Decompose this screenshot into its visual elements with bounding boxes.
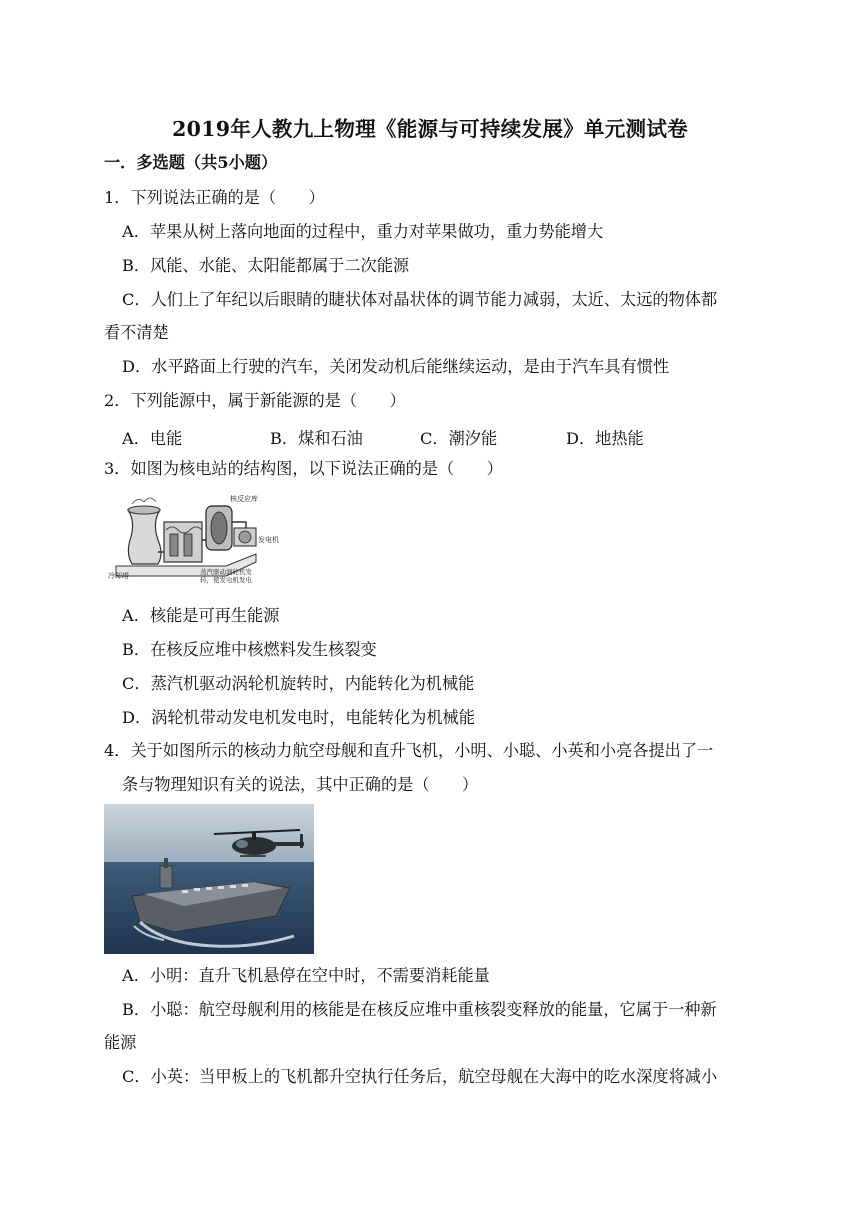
section-heading: 一．多选题（共5小题） (104, 153, 278, 172)
question-4-option-a: A．小明：直升飞机悬停在空中时，不需要消耗能量 (122, 966, 490, 985)
question-4-option-b-cont: 能源 (104, 1033, 137, 1052)
label-cooling-tower: 冷却塔 (108, 572, 129, 580)
question-4-stem-cont: 条与物理知识有关的说法，其中正确的是（ ） (122, 775, 479, 794)
label-generator: 发电机 (258, 536, 279, 544)
question-3-option-c: C．蒸汽机驱动涡轮机旋转时，内能转化为机械能 (122, 674, 475, 693)
question-1-option-a: A．苹果从树上落向地面的过程中，重力对苹果做功，重力势能增大 (122, 222, 604, 241)
question-2-option-c: C．潮汐能 (420, 429, 498, 448)
question-3-option-a: A．核能是可再生能源 (122, 606, 280, 625)
question-4-option-b: B．小聪：航空母舰利用的核能是在核反应堆中重核裂变释放的能量，它属于一种新 (122, 1000, 717, 1019)
question-3-option-b: B．在核反应堆中核燃料发生核裂变 (122, 640, 377, 659)
aircraft-carrier-photo (104, 804, 314, 954)
nuclear-plant-figure (106, 492, 288, 584)
question-1-option-c: C．人们上了年纪以后眼睛的睫状体对晶状体的调节能力减弱，太近、太远的物体都 (122, 290, 718, 309)
page-title: 2019年人教九上物理《能源与可持续发展》单元测试卷 (172, 117, 688, 141)
figure-caption-line-1: 蒸汽驱动涡轮机发 (200, 568, 252, 576)
question-3-option-d: D．涡轮机带动发电机发电时，电能转化为机械能 (122, 708, 475, 727)
question-1-option-d: D．水平路面上行驶的汽车，关闭发动机后能继续运动，是由于汽车具有惯性 (122, 357, 670, 376)
question-4-stem: 4．关于如图所示的核动力航空母舰和直升飞机，小明、小聪、小英和小亮各提出了一 (104, 741, 714, 760)
question-1-option-b: B．风能、水能、太阳能都属于二次能源 (122, 256, 410, 275)
question-2-option-a: A．电能 (122, 429, 183, 448)
question-1-option-c-cont: 看不清楚 (104, 323, 169, 342)
question-2-option-b: B．煤和石油 (270, 429, 363, 448)
figure-caption-line-2: 转，使发电机发电 (200, 576, 252, 584)
label-reactor: 核反应库 (230, 495, 258, 503)
question-3-stem: 3．如图为核电站的结构图，以下说法正确的是（ ） (104, 459, 503, 478)
question-2-option-d: D．地热能 (566, 429, 644, 448)
question-1-stem: 1．下列说法正确的是（ ） (104, 188, 325, 207)
question-2-stem: 2．下列能源中，属于新能源的是（ ） (104, 391, 406, 410)
question-4-option-c: C．小英：当甲板上的飞机都升空执行任务后，航空母舰在大海中的吃水深度将减小 (122, 1067, 718, 1086)
